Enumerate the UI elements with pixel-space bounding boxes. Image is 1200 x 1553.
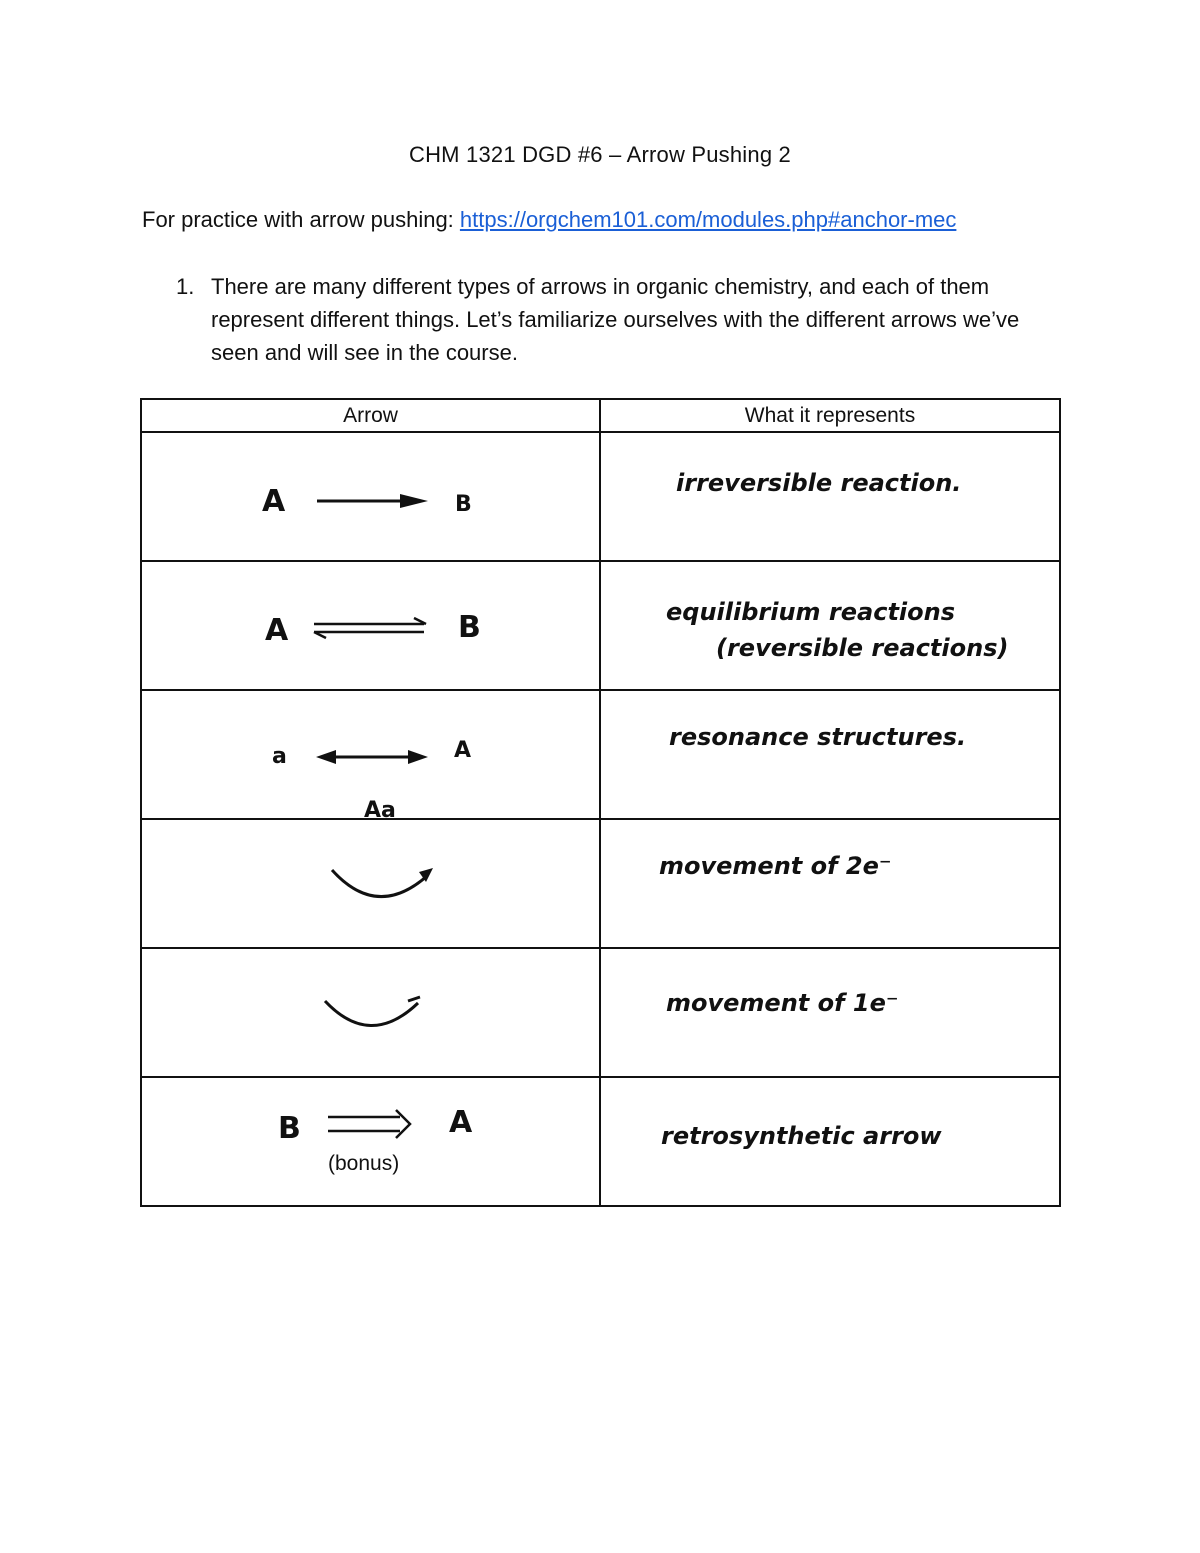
fishhook-half-head-icon — [408, 997, 420, 1001]
answer-drawing — [601, 1078, 1058, 1205]
arrow-cell — [141, 819, 600, 948]
label-below: Aa — [364, 798, 396, 818]
arrow-cell — [141, 432, 600, 561]
answer-text-line1: equilibrium reactions — [666, 598, 956, 626]
answer-cell — [600, 432, 1060, 561]
header-arrow: Arrow — [141, 399, 600, 432]
question-text: There are many different types of arrows in organic chemistry, and each of them represent different things. Let’s familiarize ourselves with the different arrows we’ve seen and will see in the course. — [211, 274, 1020, 365]
table-row — [141, 948, 1060, 1077]
answer-cell — [600, 561, 1060, 690]
bonus-label: (bonus) — [328, 1152, 400, 1175]
label-a: a — [272, 744, 287, 769]
question-1 — [176, 270, 1066, 369]
table-row — [141, 690, 1060, 819]
answer-text-line2: (reversible reactions) — [716, 634, 1009, 662]
answer-cell — [600, 1077, 1060, 1206]
label-b: B — [458, 610, 481, 645]
label-b: A — [454, 738, 472, 763]
answer-drawing — [601, 820, 1058, 947]
reaction-arrow-drawing — [142, 433, 599, 560]
label-b: B — [278, 1111, 301, 1146]
retro-arrow-head-icon — [396, 1110, 410, 1138]
practice-line — [142, 207, 956, 233]
label-b: B — [455, 492, 472, 517]
answer-text: movement of 2e⁻ — [659, 852, 892, 880]
curved-arrow-drawing — [142, 820, 599, 947]
answer-text: movement of 1e⁻ — [666, 989, 899, 1017]
answer-cell — [600, 948, 1060, 1077]
arrow-cell — [141, 561, 600, 690]
answer-text: retrosynthetic arrow — [661, 1122, 942, 1150]
table-row — [141, 1077, 1060, 1206]
fishhook-arrow-drawing — [142, 949, 599, 1076]
arrow-cell — [141, 1077, 600, 1206]
curved-arrow-shaft — [332, 870, 427, 897]
table-row — [141, 432, 1060, 561]
page-title: CHM 1321 DGD #6 – Arrow Pushing 2 — [409, 142, 791, 167]
resonance-arrow-drawing — [142, 691, 599, 818]
answer-text: irreversible reaction. — [676, 469, 962, 497]
question-number: 1. — [176, 274, 195, 299]
label-a: A — [262, 484, 286, 519]
arrow-cell — [141, 948, 600, 1077]
answer-drawing — [601, 949, 1058, 1076]
practice-label: For practice with arrow pushing: — [142, 207, 460, 232]
arrow-head-icon — [400, 494, 428, 508]
equilibrium-arrow-drawing — [142, 562, 599, 689]
table-row — [141, 819, 1060, 948]
answer-text: resonance structures. — [669, 723, 967, 751]
table-row — [141, 561, 1060, 690]
arrow-cell — [141, 690, 600, 819]
header-represents: What it represents — [600, 399, 1060, 432]
fishhook-arrow-shaft — [325, 1001, 418, 1026]
answer-drawing — [601, 691, 1058, 818]
label-a: A — [265, 613, 289, 648]
arrow-table — [140, 398, 1061, 1207]
table-header-row — [141, 399, 1060, 432]
answer-cell — [600, 690, 1060, 819]
answer-drawing — [601, 433, 1058, 560]
right-arrow-head-icon — [408, 750, 428, 764]
practice-link[interactable]: https://orgchem101.com/modules.php#anchor-mec — [459, 207, 957, 232]
left-arrow-head-icon — [316, 750, 336, 764]
answer-drawing — [601, 562, 1058, 689]
retrosynthetic-arrow-drawing — [142, 1078, 599, 1205]
answer-cell — [600, 819, 1060, 948]
label-a: A — [449, 1105, 473, 1140]
